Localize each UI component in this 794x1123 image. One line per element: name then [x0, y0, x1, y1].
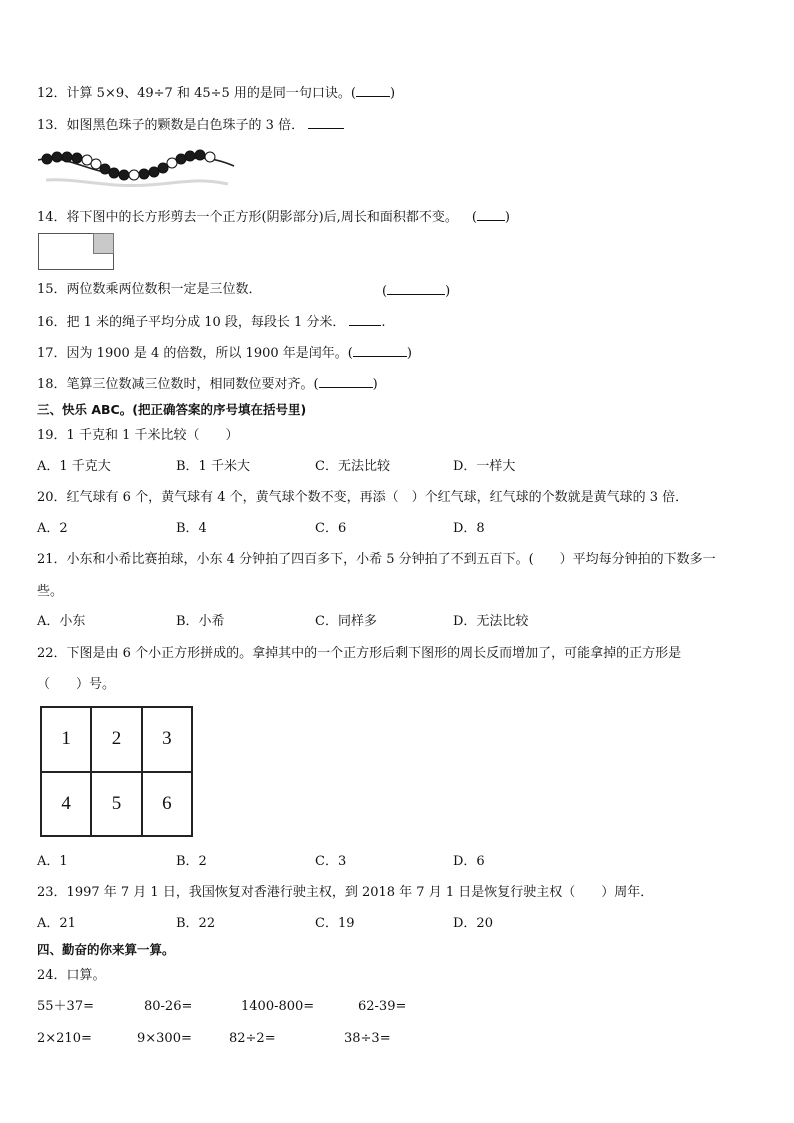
beads-shadow — [46, 180, 228, 186]
calc-5[interactable]: 2×210= — [37, 1031, 92, 1046]
calc-1[interactable]: 55＋37= — [37, 999, 94, 1014]
q19-option-c[interactable]: C．无法比较 — [315, 459, 390, 474]
q21-option-d[interactable]: D．无法比较 — [453, 614, 529, 629]
q21-option-b[interactable]: B．小希 — [176, 614, 225, 629]
question-12: 12．计算 5×9、49÷7 和 45÷5 用的是同一句口诀。( ) — [37, 83, 395, 103]
beads-figure — [38, 148, 238, 190]
question-15-text: 15．两位数乘两位数积一定是三位数． — [37, 282, 262, 297]
question-23: 23．1997 年 7 月 1 日，我国恢复对香港行驶主权，到 2018 年 7 月 1 日是恢复行驶主权（ ）周年． — [37, 885, 654, 900]
square-1: 1 — [41, 707, 91, 772]
section-4-heading: 四、勤奋的你来算一算。 — [37, 942, 175, 957]
calc-7[interactable]: 82÷2= — [229, 1031, 276, 1046]
question-13 — [37, 115, 344, 135]
answer-blank-14[interactable] — [477, 207, 505, 221]
question-17: 17．因为 1900 是 4 的倍数，所以 1900 年是闰年。( ) — [37, 343, 412, 363]
q23-option-d[interactable]: D．20 — [453, 916, 493, 931]
answer-blank-17[interactable] — [353, 343, 407, 357]
question-19: 19．1 千克和 1 千米比较（ ） — [37, 428, 239, 443]
answer-blank-18[interactable] — [319, 374, 373, 388]
question-15-answer: ( ) — [382, 281, 450, 301]
question-18: 18．笔算三位数减三位数时，相同数位要对齐。( ) — [37, 374, 378, 394]
q22-option-a[interactable]: A．1 — [37, 854, 68, 869]
q21-option-c[interactable]: C．同样多 — [315, 614, 377, 629]
question-17-text: 17．因为 1900 是 4 的倍数，所以 1900 年是闰年。( — [37, 346, 353, 361]
answer-blank-12[interactable] — [356, 83, 390, 97]
question-22-line1: 22．下图是由 6 个小正方形拼成的。拿掉其中的一个正方形后剩下图形的周长反而增加了，可能拿掉的正方形是 — [37, 646, 682, 661]
calc-6[interactable]: 9×300= — [137, 1031, 192, 1046]
shaded-square — [93, 233, 114, 254]
q19-option-b[interactable]: B．1 千米大 — [176, 459, 250, 474]
rectangle-figure — [38, 233, 114, 270]
squares-grid — [40, 706, 193, 837]
q22-option-d[interactable]: D．6 — [453, 854, 485, 869]
section-3-heading: 三、快乐 ABC。(把正确答案的序号填在括号里) — [37, 402, 307, 417]
q20-option-a[interactable]: A．2 — [37, 521, 68, 536]
calc-3[interactable]: 1400-800= — [241, 999, 315, 1014]
calc-4[interactable]: 62-39= — [358, 999, 407, 1014]
q19-option-a[interactable]: A．1 千克大 — [37, 459, 111, 474]
q23-option-c[interactable]: C．19 — [315, 916, 355, 931]
q23-option-a[interactable]: A．21 — [37, 916, 76, 931]
q19-option-d[interactable]: D．一样大 — [453, 459, 516, 474]
calc-8[interactable]: 38÷3= — [344, 1031, 391, 1046]
question-16-text: 16．把 1 米的绳子平均分成 10 段，每段长 1 分米． — [37, 315, 346, 330]
q22-option-c[interactable]: C．3 — [315, 854, 347, 869]
q22-option-b[interactable]: B．2 — [176, 854, 207, 869]
question-14-text: 14．将下图中的长方形剪去一个正方形(阴影部分)后,周长和面积都不变。 — [37, 210, 458, 225]
square-2: 2 — [91, 707, 141, 772]
question-16: 16．把 1 米的绳子平均分成 10 段，每段长 1 分米． . — [37, 312, 386, 332]
q21-option-a[interactable]: A．小东 — [37, 614, 86, 629]
square-3: 3 — [142, 707, 192, 772]
q20-option-b[interactable]: B．4 — [176, 521, 207, 536]
answer-blank-13[interactable] — [308, 115, 344, 129]
q23-option-b[interactable]: B．22 — [176, 916, 216, 931]
question-22-line2: （ ）号。 — [37, 677, 116, 692]
question-12-text: 12．计算 5×9、49÷7 和 45÷5 用的是同一句口诀。( — [37, 86, 356, 101]
answer-blank-15[interactable] — [387, 281, 445, 295]
beads-group — [42, 150, 215, 180]
square-6: 6 — [142, 772, 192, 837]
question-15 — [37, 281, 262, 299]
question-21-line1: 21．小东和小希比赛拍球，小东 4 分钟拍了四百多下，小希 5 分钟拍了不到五百下。( ）平均每分钟拍的下数多一 — [37, 552, 716, 567]
question-21-line2: 些。 — [37, 584, 64, 599]
question-13-text: 13．如图黑色珠子的颗数是白色珠子的 3 倍． — [37, 118, 305, 133]
answer-blank-16[interactable] — [349, 312, 381, 326]
question-18-text: 18．笔算三位数减三位数时，相同数位要对齐。( — [37, 377, 319, 392]
calc-2[interactable]: 80-26= — [144, 999, 193, 1014]
q20-option-d[interactable]: D．8 — [453, 521, 485, 536]
question-20: 20．红气球有 6 个，黄气球有 4 个，黄气球个数不变，再添（ ）个红气球，红气球的个数就是黄气球的 3 倍． — [37, 490, 689, 505]
question-14: 14．将下图中的长方形剪去一个正方形(阴影部分)后,周长和面积都不变。 ( ) — [37, 207, 510, 227]
square-4: 4 — [41, 772, 91, 837]
question-24: 24．口算。 — [37, 968, 106, 983]
q20-option-c[interactable]: C．6 — [315, 521, 347, 536]
square-5: 5 — [91, 772, 141, 837]
